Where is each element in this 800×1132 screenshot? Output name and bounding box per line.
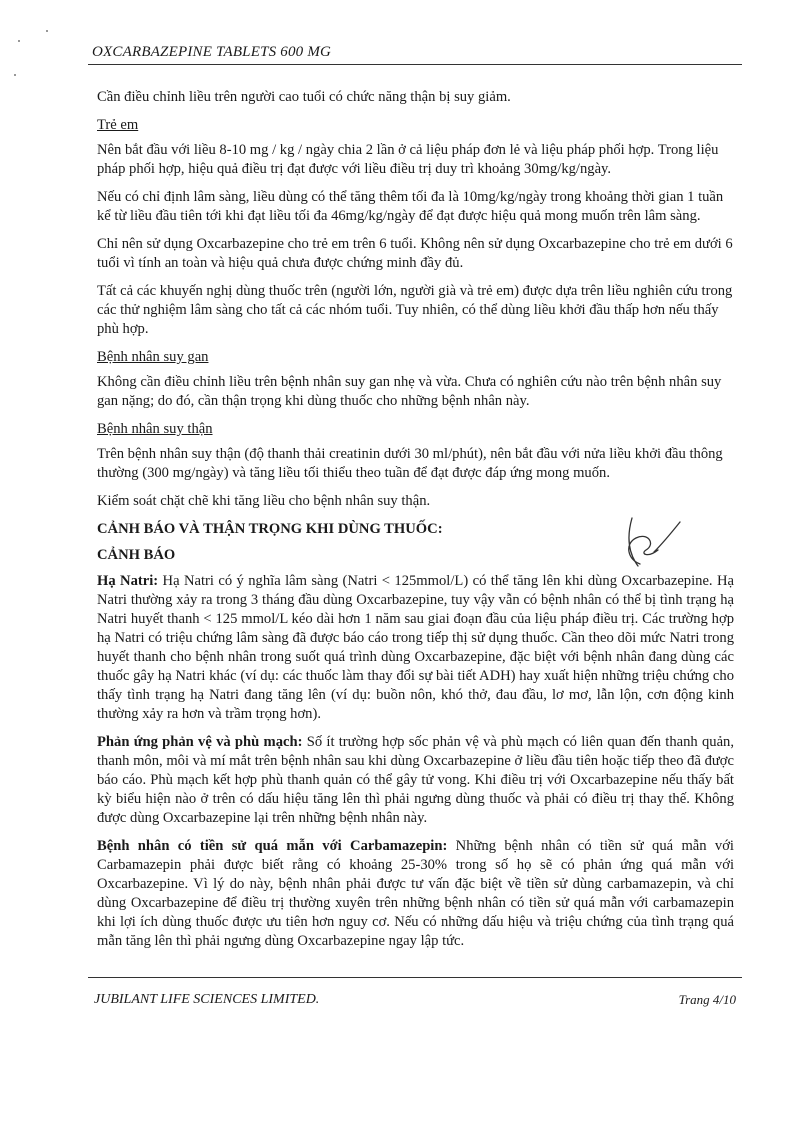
- kidney-impairment-paragraph-1: Trên bệnh nhân suy thận (độ thanh thải creatinin dưới 30 ml/phút), nên bắt đầu với nửa liều khởi đầu thông thường (300 mg/ngày) và tăng liều tối thiểu theo tuần để đạt được đáp ứng mong muốn.: [97, 446, 723, 481]
- header-divider: [88, 64, 742, 65]
- children-paragraph-3: Chỉ nên sử dụng Oxcarbazepine cho trẻ em trên 6 tuổi. Không nên sử dụng Oxcarbazepine cho trẻ em dưới 6 tuổi vì tính an toàn và hiệu quả chưa được chứng minh đầy đủ.: [97, 236, 733, 271]
- carbamazepine-paragraph: [97, 837, 734, 951]
- anaphylaxis-text: Số ít trường hợp sốc phản vệ và phù mạch có liên quan đến thanh quản, thanh môn, môi và mí mắt trên bệnh nhân sau khi dùng Oxcarbazepine ở liều đầu tiên hoặc tiếp theo đã được báo cáo. Phù mạch kết hợp phù thanh quản có thể gây tử vong. Khi điều trị với Oxcarbazepine nếu thấy bất kỳ biểu hiện nào ở trên có dấu hiệu tăng lên thì phải ngưng dùng thuốc và phải có điều trị thay thế. Không được dùng Oxcarbazepine lại trên những bệnh nhân này.: [97, 734, 734, 826]
- scan-speck: [18, 40, 20, 42]
- hyponatremia-text: Hạ Natri có ý nghĩa lâm sàng (Natri < 125mmol/L) có thể tăng lên khi dùng Oxcarbazepine. Hạ Natri thường xảy ra trong 3 tháng đầu dùng Oxcarbazepine, tuy vậy vẫn có bệnh nhân có thể bị tình trạng hạ Natri huyết thanh < 125 mmol/L kéo dài hơn 1 năm sau giai đoạn đầu của liệu pháp điều trị. Các trường hợp hạ Natri có triệu chứng lâm sàng đã được báo cáo trong tiếp thị sử dụng thuốc. Cần theo dõi mức Natri trong huyết thanh cho bệnh nhân trong suốt quá trình dùng Oxcarbazepine, đặc biệt với bệnh nhân đang dùng các thuốc gây hạ Natri khác (ví dụ: các thuốc làm thay đổi sự bài tiết ADH) hay xuất hiện những triệu chứng cho thấy tình trạng hạ Natri đang tăng lên (ví dụ: buồn nôn, khó thở, đau đầu, lơ mơ, lẫn lộn, cơn động kinh thường xảy ra hơn và trầm trọng hơn).: [97, 573, 735, 722]
- elderly-dosage-paragraph: Cần điều chỉnh liều trên người cao tuổi có chức năng thận bị suy giảm.: [97, 89, 511, 105]
- kidney-impairment-paragraph-2: Kiểm soát chặt chẽ khi tăng liều cho bệnh nhân suy thận.: [97, 493, 431, 509]
- warnings-precautions-heading: CẢNH BÁO VÀ THẬN TRỌNG KHI DÙNG THUỐC:: [97, 521, 443, 537]
- scan-speck: [46, 30, 48, 32]
- handwritten-signature: [618, 514, 688, 574]
- children-paragraph-4: Tất cả các khuyến nghị dùng thuốc trên (người lớn, người già và trẻ em) được dựa trên liều nghiên cứu trong các thử nghiệm lâm sàng cho tất cả các nhóm tuổi. Tuy nhiên, có thể dùng liều khởi đầu thấp hơn nếu thấy phù hợp.: [97, 283, 733, 337]
- document-header-title: OXCARBAZEPINE TABLETS 600 MG: [92, 44, 332, 60]
- children-subheading: Trẻ em: [97, 117, 139, 133]
- footer-page-number: Trang 4/10: [678, 992, 736, 1007]
- liver-impairment-paragraph: Không cần điều chỉnh liều trên bệnh nhân suy gan nhẹ và vừa. Chưa có nghiên cứu nào trên bệnh nhân suy gan nặng; do đó, cần thận trọng khi dùng thuốc cho những bệnh nhân này.: [97, 374, 722, 409]
- footer-company-name: JUBILANT LIFE SCIENCES LIMITED.: [94, 992, 320, 1007]
- carbamazepine-lead: Bệnh nhân có tiền sử quá mẫn với Carbamazepin:: [97, 838, 448, 854]
- anaphylaxis-lead: Phản ứng phản vệ và phù mạch:: [97, 734, 303, 750]
- hyponatremia-paragraph: [97, 572, 734, 724]
- hyponatremia-lead: Hạ Natri:: [97, 573, 159, 589]
- liver-impairment-subheading: Bệnh nhân suy gan: [97, 349, 209, 365]
- footer-divider: [88, 977, 742, 978]
- children-paragraph-2: Nếu có chỉ định lâm sàng, liều dùng có thể tăng thêm tối đa là 10mg/kg/ngày trong khoảng thời gian 1 tuần kể từ liều đầu tiên tới khi đạt liều tối đa 46mg/kg/ngày để đạt được hiệu quả mong muốn trên lâm sàng.: [97, 189, 724, 224]
- anaphylaxis-paragraph: [97, 733, 734, 828]
- carbamazepine-text: Những bệnh nhân có tiền sử quá mẫn với Carbamazepin phải được biết rằng có khoảng 25-30% trong số họ sẽ có phản ứng quá mẫn với Oxcarbazepine. Vì lý do này, bệnh nhân phải được tư vấn đặc biệt về tiền sử dùng carbamazepin, và chỉ dùng Oxcarbazepine để điều trị thường xuyên trên những bệnh nhân có tiền sử quá mẫn với carbamazepin khi lợi ích dùng thuốc được ưu tiên hơn nguy cơ. Nếu có những dấu hiệu và triệu chứng của tình trạng quá mẫn tăng lên thì phải ngưng dùng Oxcarbazepine ngay lập tức.: [97, 838, 734, 949]
- children-paragraph-1: Nên bắt đầu với liều 8-10 mg / kg / ngày chia 2 lần ở cả liệu pháp đơn lẻ và liệu pháp phối hợp. Trong liệu pháp phối hợp, hiệu quả điều trị đạt được với liều điều trị duy trì khoảng 30mg/kg/ngày.: [97, 142, 719, 177]
- kidney-impairment-subheading: Bệnh nhân suy thận: [97, 421, 213, 437]
- scan-speck: [14, 74, 16, 76]
- warnings-heading: CẢNH BÁO: [97, 547, 176, 563]
